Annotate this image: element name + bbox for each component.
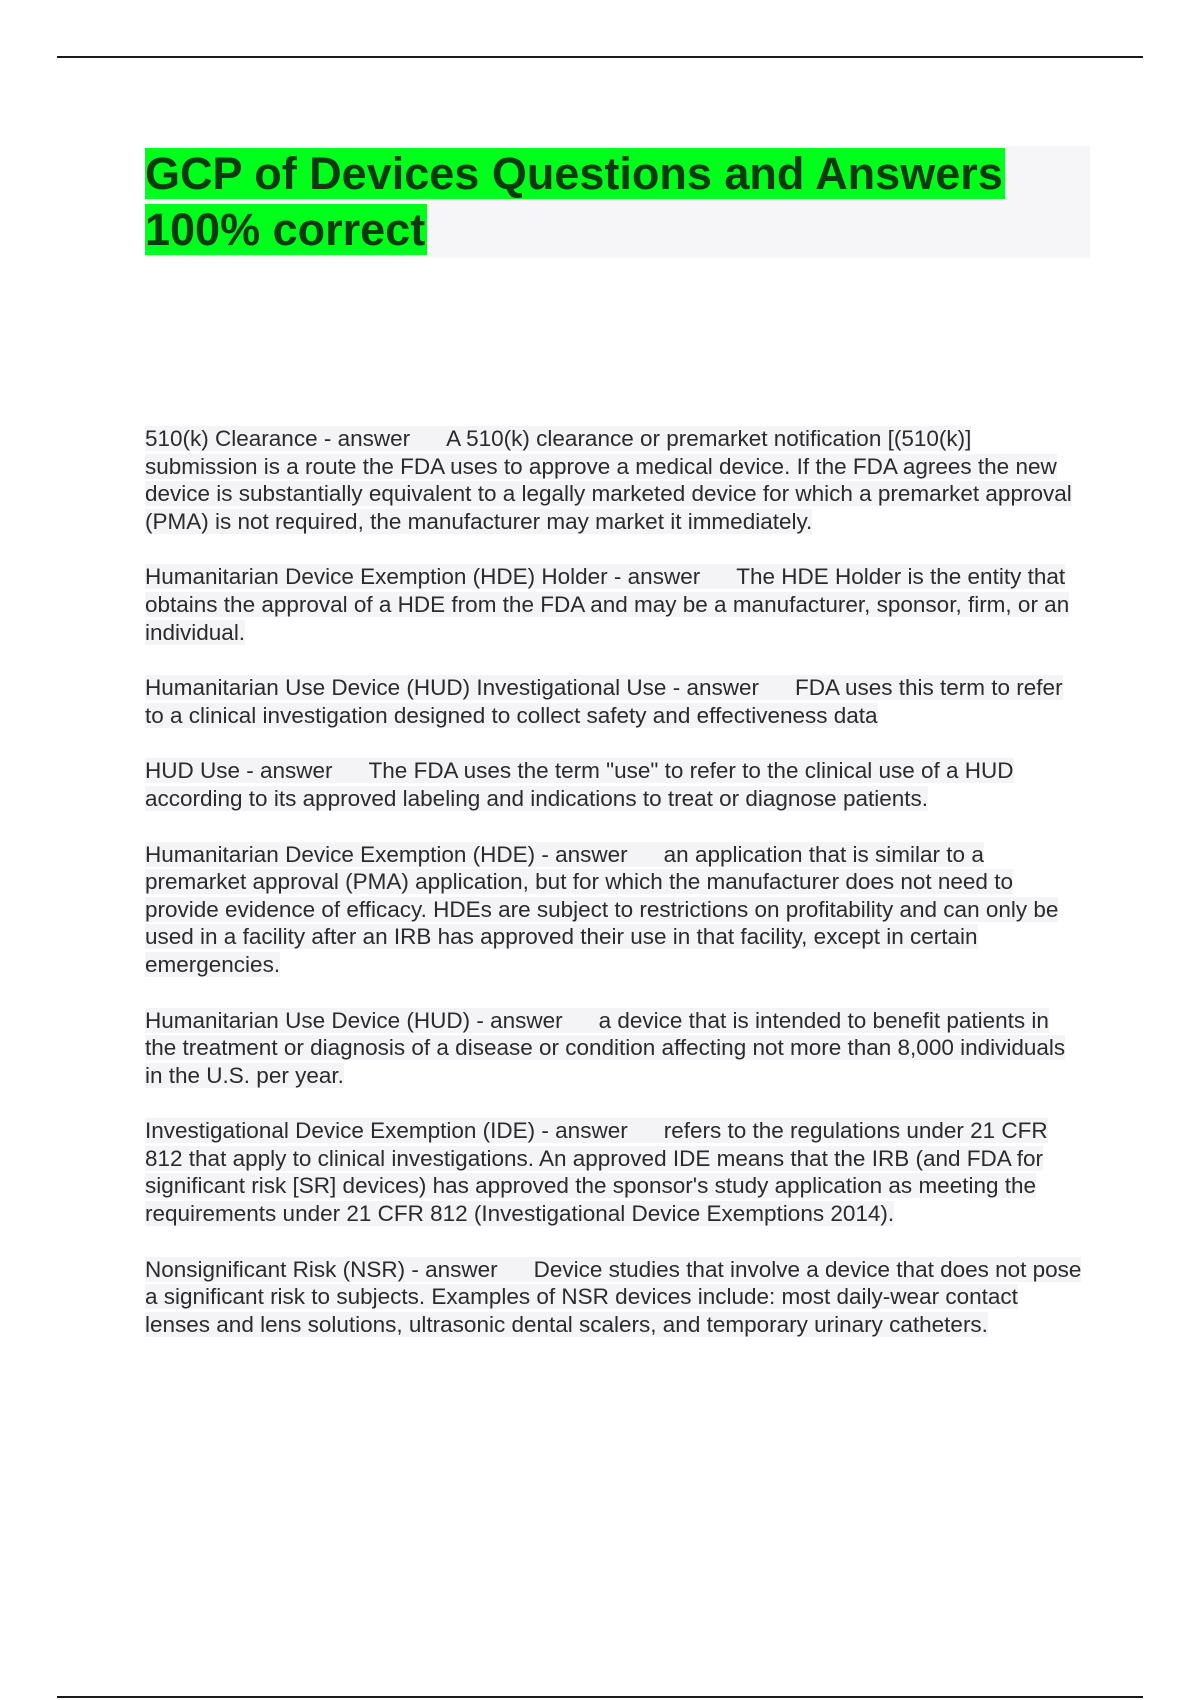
footer-rule xyxy=(57,1696,1143,1698)
qa-definition: a device that is intended to benefit patients in the treatment or diagnosis of a disease or condition affecting not more than 8,000 individuals in the U.S. per year. xyxy=(145,1007,1066,1088)
qa-list xyxy=(145,425,1085,1366)
qa-entry xyxy=(145,674,1085,729)
qa-entry xyxy=(145,1007,1085,1090)
qa-term: Investigational Device Exemption (IDE) - answer xyxy=(145,1118,628,1144)
qa-definition: The HDE Holder is the entity that obtains the approval of a HDE from the FDA and may be a manufacturer, sponsor, firm, or an individual. xyxy=(145,564,1070,645)
qa-term: 510(k) Clearance - answer xyxy=(145,426,411,451)
qa-term: Humanitarian Use Device (HUD) Investigational Use - answer xyxy=(145,675,759,701)
qa-definition: A 510(k) clearance or premarket notification [(510(k)] submission is a route the FDA uses to approve a medical device. If the FDA agrees the new device is substantially equivalent to a legally marketed device for which a premarket approval (PMA) is not required, the manufacturer may market it immediately. xyxy=(145,426,1072,534)
qa-definition: FDA uses this term to refer to a clinical investigation designed to collect safety and effectiveness data xyxy=(145,675,1063,728)
qa-definition: refers to the regulations under 21 CFR 812 that apply to clinical investigations. An approved IDE means that the IRB (and FDA for significant risk [SR] devices) has approved the sponsor's study application as meeting the requirements under 21 CFR 812 (Investigational Device Exemptions 2014). xyxy=(145,1118,1048,1227)
title-block xyxy=(145,146,1090,258)
qa-entry xyxy=(145,1256,1085,1339)
qa-term: Humanitarian Device Exemption (HDE) Holder - answer xyxy=(145,564,701,590)
title-highlight: GCP of Devices Questions and Answers 100% correct xyxy=(145,148,1003,255)
header-rule xyxy=(57,56,1143,58)
qa-definition: The FDA uses the term "use" to refer to the clinical use of a HUD according to its approved labeling and indications to treat or diagnose patients. xyxy=(145,758,1014,811)
qa-term: Humanitarian Use Device (HUD) - answer xyxy=(145,1007,563,1033)
qa-entry xyxy=(145,425,1085,535)
qa-entry xyxy=(145,757,1085,812)
qa-definition: Device studies that involve a device that does not pose a significant risk to subjects. Examples of NSR devices include: most daily-wear contact lenses and lens solutions, ultrasonic dental scalers, and temporary urinary catheters. xyxy=(145,1256,1082,1337)
qa-definition: an application that is similar to a premarket approval (PMA) application, but for which the manufacturer does not need to provide evidence of efficacy. HDEs are subject to restrictions on profitability and can only be used in a facility after an IRB has approved their use in that facility, except in certain emergencies. xyxy=(145,841,1059,977)
qa-term: HUD Use - answer xyxy=(145,758,333,784)
qa-entry xyxy=(145,563,1085,646)
qa-entry xyxy=(145,1117,1085,1227)
page-title xyxy=(145,146,1090,258)
qa-entry xyxy=(145,841,1085,979)
qa-term: Humanitarian Device Exemption (HDE) - answer xyxy=(145,841,628,867)
qa-term: Nonsignificant Risk (NSR) - answer xyxy=(145,1256,498,1282)
